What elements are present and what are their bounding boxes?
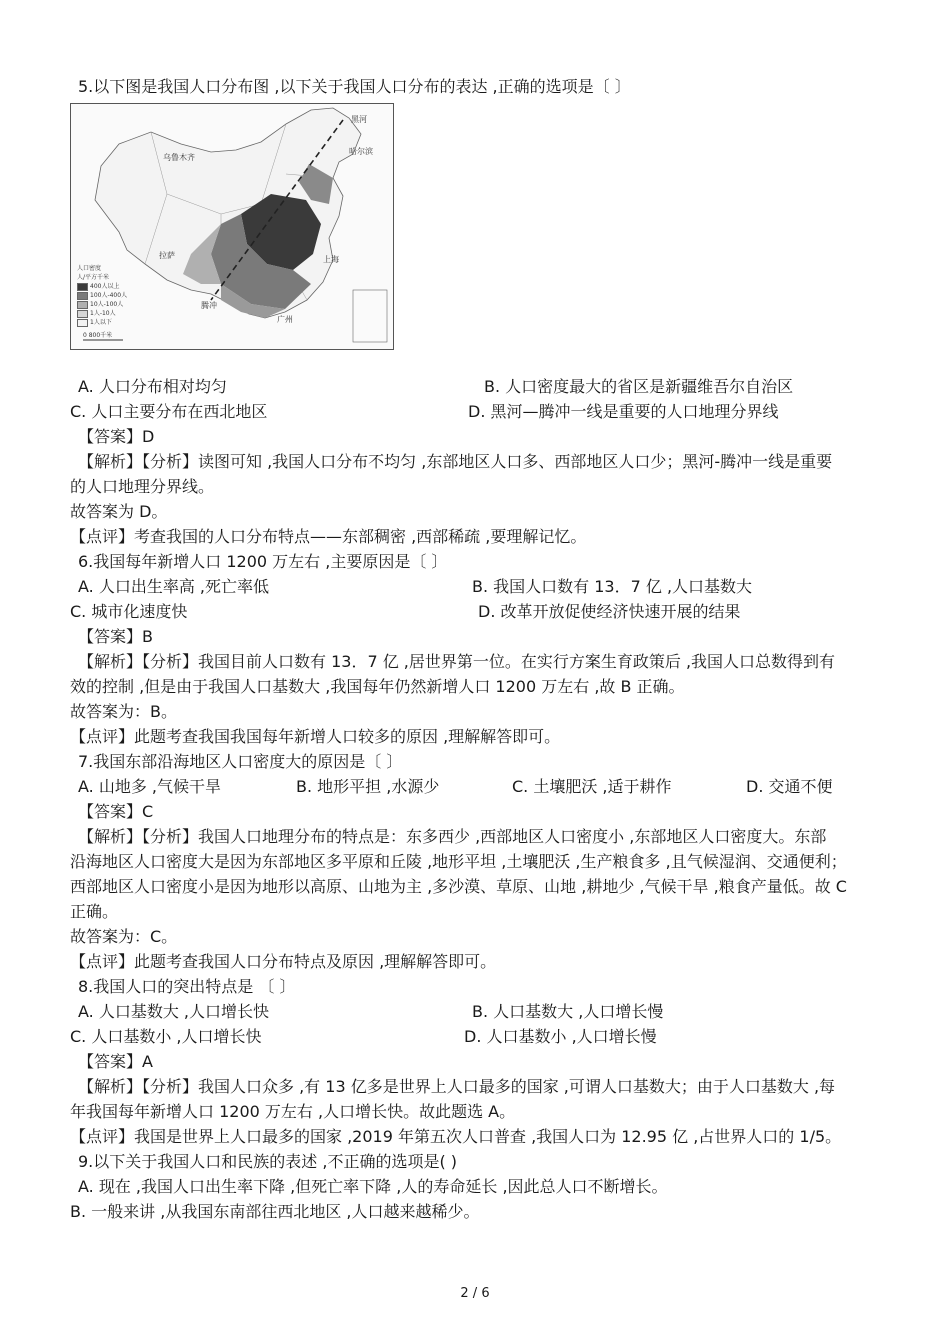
q6-stem: 6.我国每年新增人口 1200 万左右 ,主要原因是〔 〕	[78, 552, 448, 571]
q8-option-a: A. 人口基数大 ,人口增长快	[78, 1002, 270, 1021]
city-label: 拉萨	[159, 251, 175, 260]
q5-option-a: A. 人口分布相对均匀	[78, 377, 227, 396]
q5-analysis: 【解析】【分析】读图可知 ,我国人口分布不均匀 ,东部地区人口多、西部地区人口少；黑河-腾冲一线是重要	[78, 452, 833, 471]
q6-option-c: C. 城市化速度快	[70, 602, 188, 621]
q7-answer: 【答案】C	[78, 802, 154, 821]
city-label: 上海	[323, 255, 339, 264]
q6-comment: 【点评】此题考查我国我国每年新增人口较多的原因 ,理解解答即可。	[70, 727, 561, 746]
legend-swatch	[77, 319, 88, 327]
scale-label: 0 800千米	[83, 332, 113, 339]
legend-item: 1人-10人	[90, 310, 116, 317]
q5-answer: 【答案】D	[78, 427, 155, 446]
q7-option-b: B. 地形平担 ,水源少	[296, 777, 440, 796]
map-legend	[77, 264, 127, 327]
q6-option-b: B. 我国人口数有 13．7 亿 ,人口基数大	[472, 577, 753, 596]
q5-stem: 5.以下图是我国人口分布图 ,以下关于我国人口分布的表达 ,正确的选项是〔 〕	[78, 77, 631, 96]
q7-option-d: D. 交通不便	[746, 777, 833, 796]
south-sea-inset	[353, 290, 387, 342]
legend-item: 400人以上	[90, 283, 120, 290]
q9-option-b: B. 一般来讲 ,从我国东南部往西北地区 ,人口越来越稀少。	[70, 1202, 480, 1221]
q8-option-c: C. 人口基数小 ,人口增长快	[70, 1027, 262, 1046]
q6-analysis: 【解析】【分析】我国目前人口数有 13．7 亿 ,居世界第一位。在实行方案生育政策后 ,我国人口总数得到有	[78, 652, 836, 671]
legend-swatch	[77, 301, 88, 309]
legend-swatch	[77, 283, 88, 291]
q5-conclusion: 故答案为 D。	[70, 502, 168, 521]
q8-analysis: 【解析】【分析】我国人口众多 ,有 13 亿多是世界上人口最多的国家 ,可谓人口基数大；由于人口基数大 ,每	[78, 1077, 836, 1096]
q5-option-c: C. 人口主要分布在西北地区	[70, 402, 268, 421]
legend-swatch	[77, 310, 88, 318]
q7-conclusion: 故答案为：C。	[70, 927, 178, 946]
population-distribution-map	[70, 103, 394, 350]
city-label: 哈尔滨	[349, 147, 373, 156]
legend-item: 100人-400人	[90, 292, 128, 299]
q5-comment: 【点评】考查我国的人口分布特点——东部稠密 ,西部稀疏 ,要理解记忆。	[70, 527, 587, 546]
q5-option-b: B. 人口密度最大的省区是新疆维吾尔自治区	[484, 377, 794, 396]
q8-answer: 【答案】A	[78, 1052, 153, 1071]
q5-analysis-cont: 的人口地理分界线。	[70, 477, 215, 496]
q6-option-d: D. 改革开放促使经济快速开展的结果	[478, 602, 741, 621]
city-label: 黑河	[351, 115, 367, 124]
q7-analysis-cont: 西部地区人口密度小是因为地形以高原、山地为主 ,多沙漠、草原、山地 ,耕地少 ,气候干旱 ,粮食产量低。故 C	[70, 877, 847, 896]
q6-analysis-cont: 效的控制 ,但是由于我国人口基数大 ,我国每年仍然新增人口 1200 万左右 ,故 B 正确。	[70, 677, 685, 696]
page-number: 2 / 6	[460, 1286, 490, 1301]
legend-item: 10人-100人	[90, 301, 124, 308]
q9-option-a: A. 现在 ,我国人口出生率下降 ,但死亡率下降 ,人的寿命延长 ,因此总人口不断增长。	[78, 1177, 668, 1196]
legend-swatch	[77, 292, 88, 300]
q7-stem: 7.我国东部沿海地区人口密度大的原因是〔 〕	[78, 752, 403, 771]
q7-option-a: A. 山地多 ,气候干旱	[78, 777, 222, 796]
q7-analysis: 【解析】【分析】我国人口地理分布的特点是：东多西少 ,西部地区人口密度小 ,东部地区人口密度大。东部	[78, 827, 827, 846]
q6-option-a: A. 人口出生率高 ,死亡率低	[78, 577, 270, 596]
legend-unit: 人/平方千米	[77, 274, 110, 281]
q5-option-d: D. 黑河—腾冲一线是重要的人口地理分界线	[468, 402, 779, 421]
q7-comment: 【点评】此题考查我国人口分布特点及原因 ,理解解答即可。	[70, 952, 497, 971]
q8-analysis-cont: 年我国每年新增人口 1200 万左右 ,人口增长快。故此题选 A。	[70, 1102, 516, 1121]
q8-stem: 8.我国人口的突出特点是 〔 〕	[78, 977, 296, 996]
q7-option-c: C. 土壤肥沃 ,适于耕作	[512, 777, 672, 796]
q6-conclusion: 故答案为：B。	[70, 702, 177, 721]
city-label: 乌鲁木齐	[163, 153, 195, 162]
q6-answer: 【答案】B	[78, 627, 153, 646]
q8-comment: 【点评】我国是世界上人口最多的国家 ,2019 年第五次人口普查 ,我国人口为 12.95 亿 ,占世界人口的 1/5。	[70, 1127, 842, 1146]
city-label: 广州	[277, 315, 293, 324]
city-label: 腾冲	[201, 301, 217, 310]
q7-analysis-cont: 沿海地区人口密度大是因为东部地区多平原和丘陵 ,地形平坦 ,土壤肥沃 ,生产粮食多 ,且气候湿润、交通便利；	[70, 852, 847, 871]
legend-item: 1人以下	[90, 319, 112, 326]
q7-analysis-cont: 正确。	[70, 902, 119, 921]
q8-option-d: D. 人口基数小 ,人口增长慢	[464, 1027, 657, 1046]
legend-title: 人口密度	[77, 265, 102, 272]
q9-stem: 9.以下关于我国人口和民族的表述 ,不正确的选项是( )	[78, 1152, 458, 1171]
q8-option-b: B. 人口基数大 ,人口增长慢	[472, 1002, 664, 1021]
